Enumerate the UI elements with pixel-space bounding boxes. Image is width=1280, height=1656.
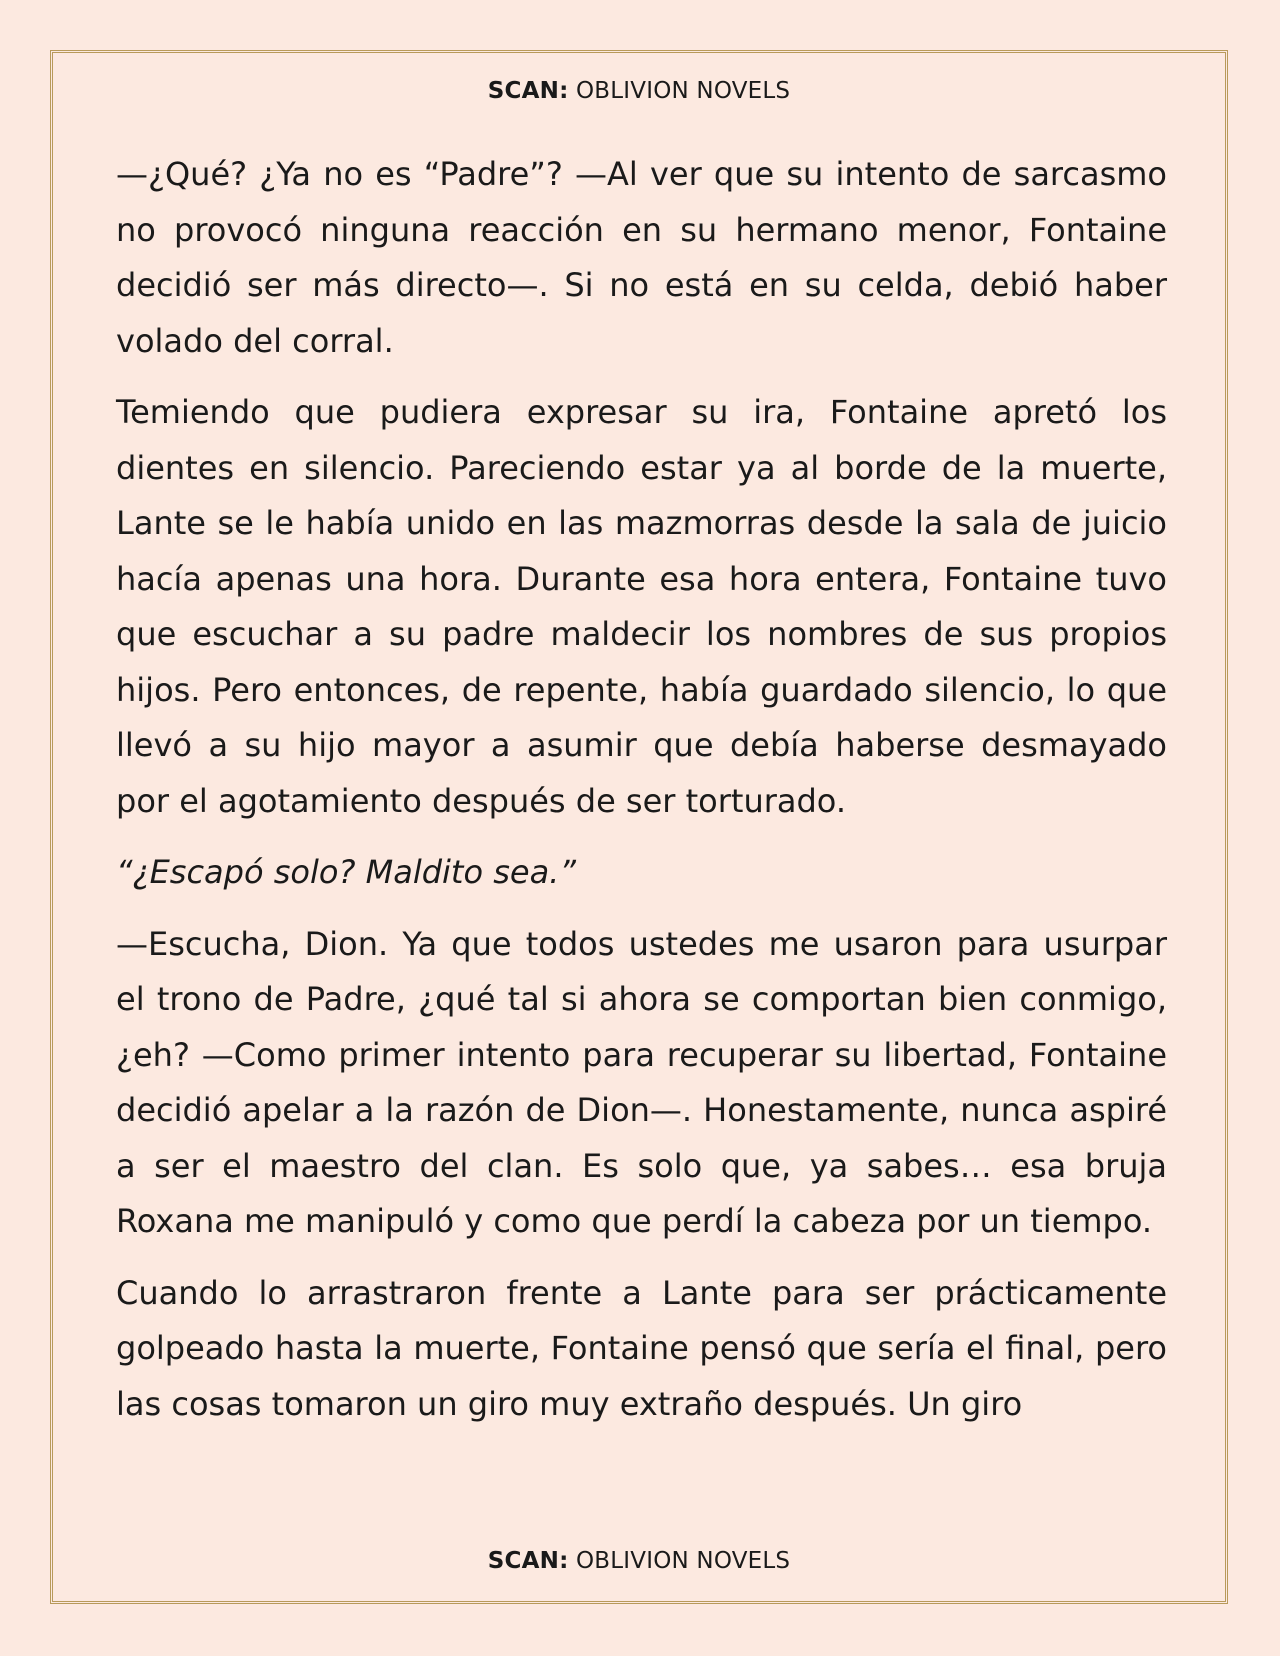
page-border [50, 50, 1228, 1604]
header-credit-label: SCAN: [487, 78, 569, 104]
paragraph-4: —Escucha, Dion. Ya que todos ustedes me usaron para usurpar el trono de Padre, ¿qué tal si ahora se comportan bien conmigo, ¿eh? —Como primer intento para recuperar su libertad, Fontaine decidió apelar a la razón de Dion—. Honestamente, nunca aspiré a ser el maestro del clan. Es solo que, ya sabes… esa bruja Roxana me manipuló y como que perdí la cabeza por un tiempo. [116, 924, 1167, 1240]
header-credit [53, 78, 1225, 104]
page-body [116, 147, 1167, 1448]
paragraph-1: —¿Qué? ¿Ya no es “Padre”? —Al ver que su intento de sarcasmo no provocó ninguna reacción en su hermano menor, Fontaine decidió ser más directo—. Si no está en su celda, debió haber volado del corral. [116, 155, 1167, 360]
paragraph-3-thought: “¿Escapó solo? Maldito sea.” [116, 853, 576, 891]
paragraph-5: Cuando lo arrastraron frente a Lante para ser prácticamente golpeado hasta la muerte, Fontaine pensó que sería el final, pero las cosas tomaron un giro muy extraño después. Un giro [116, 1273, 1167, 1423]
footer-credit-label: SCAN: [487, 1548, 569, 1574]
header-credit-text: OBLIVION NOVELS [576, 78, 791, 104]
footer-credit [53, 1548, 1225, 1574]
footer-credit-text: OBLIVION NOVELS [576, 1548, 791, 1574]
paragraph-2: Temiendo que pudiera expresar su ira, Fontaine apretó los dientes en silencio. Pareciendo estar ya al borde de la muerte, Lante se le había unido en las mazmorras desde la sala de juicio hacía apenas una hora. Durante esa hora entera, Fontaine tuvo que escuchar a su padre maldecir los nombres de sus propios hijos. Pero entonces, de repente, había guardado silencio, lo que llevó a su hijo mayor a asumir que debía haberse desmayado por el agotamiento después de ser torturado. [116, 393, 1167, 820]
